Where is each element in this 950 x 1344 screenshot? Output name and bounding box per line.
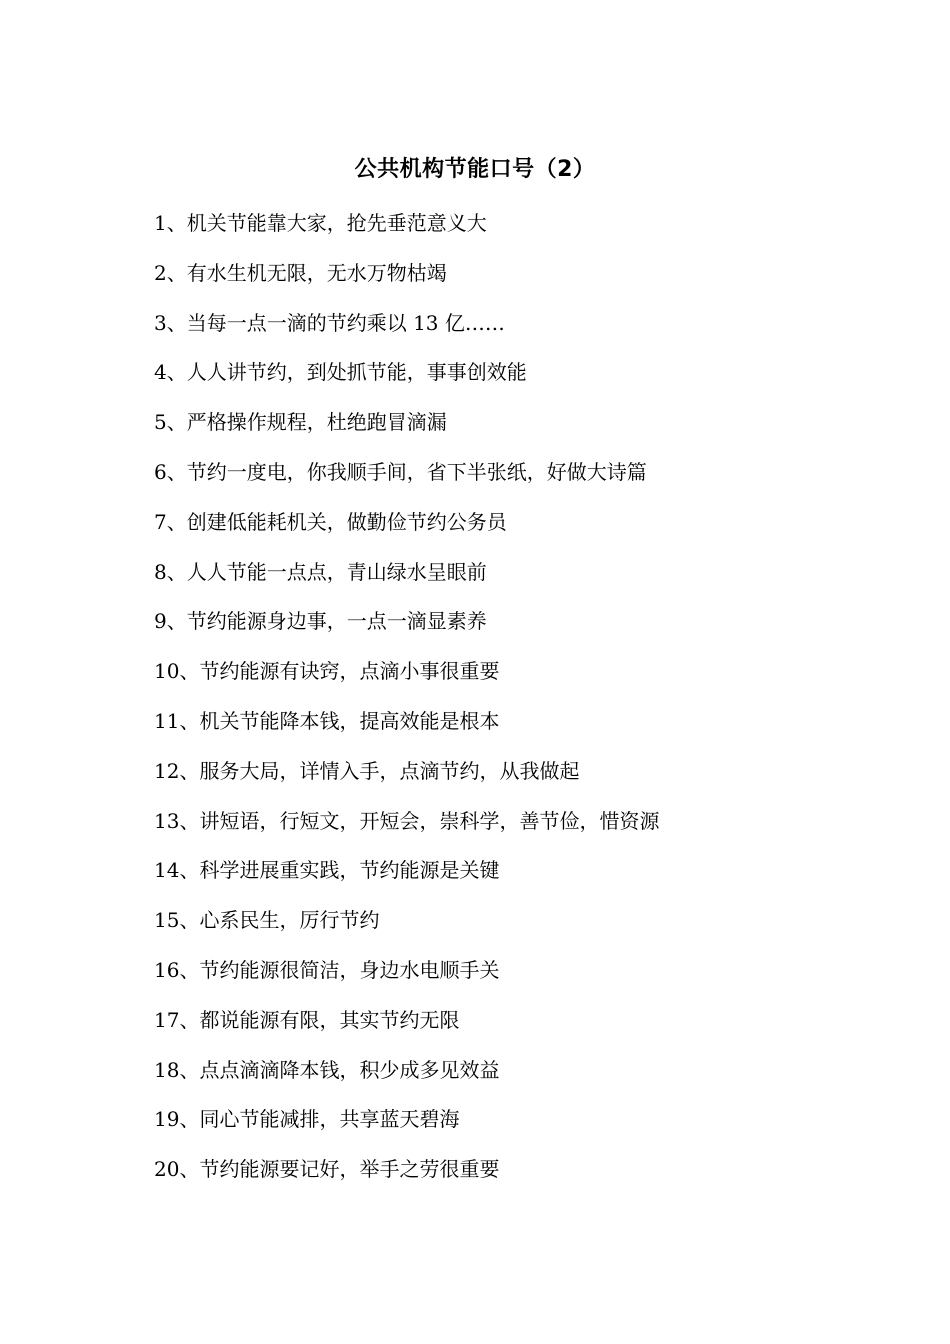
slogan-item: 10、节约能源有诀窍，点滴小事很重要 <box>154 659 500 684</box>
slogan-item: 9、节约能源身边事，一点一滴显素养 <box>154 609 487 634</box>
slogan-item: 19、同心节能减排，共享蓝天碧海 <box>154 1107 460 1132</box>
slogan-item: 14、科学进展重实践，节约能源是关键 <box>154 858 500 883</box>
document-title: 公共机构节能口号（2） <box>354 157 596 182</box>
slogan-item: 15、心系民生，厉行节约 <box>154 908 380 933</box>
slogan-item: 20、节约能源要记好，举手之劳很重要 <box>154 1157 500 1182</box>
slogan-item: 16、节约能源很简洁，身边水电顺手关 <box>154 957 500 982</box>
slogan-item: 7、创建低能耗机关，做勤俭节约公务员 <box>154 509 507 534</box>
slogan-item: 17、都说能源有限，其实节约无限 <box>154 1007 460 1032</box>
slogan-item: 3、当每一点一滴的节约乘以 13 亿…… <box>154 310 505 335</box>
slogan-item: 4、人人讲节约，到处抓节能，事事创效能 <box>154 360 527 385</box>
slogan-item: 5、严格操作规程，杜绝跑冒滴漏 <box>154 410 447 435</box>
slogan-item: 12、服务大局，详情入手，点滴节约，从我做起 <box>154 758 580 783</box>
slogan-item: 6、节约一度电，你我顺手间，省下半张纸，好做大诗篇 <box>154 459 647 484</box>
slogan-list <box>154 205 834 1201</box>
slogan-item: 18、点点滴滴降本钱，积少成多见效益 <box>154 1057 500 1082</box>
slogan-item: 13、讲短语，行短文，开短会，崇科学，善节俭，惜资源 <box>154 808 660 833</box>
slogan-item: 2、有水生机无限，无水万物枯竭 <box>154 260 447 285</box>
slogan-item: 1、机关节能靠大家，抢先垂范意义大 <box>154 211 487 235</box>
slogan-item: 8、人人节能一点点，青山绿水呈眼前 <box>154 559 487 584</box>
slogan-item: 11、机关节能降本钱，提高效能是根本 <box>154 708 500 733</box>
